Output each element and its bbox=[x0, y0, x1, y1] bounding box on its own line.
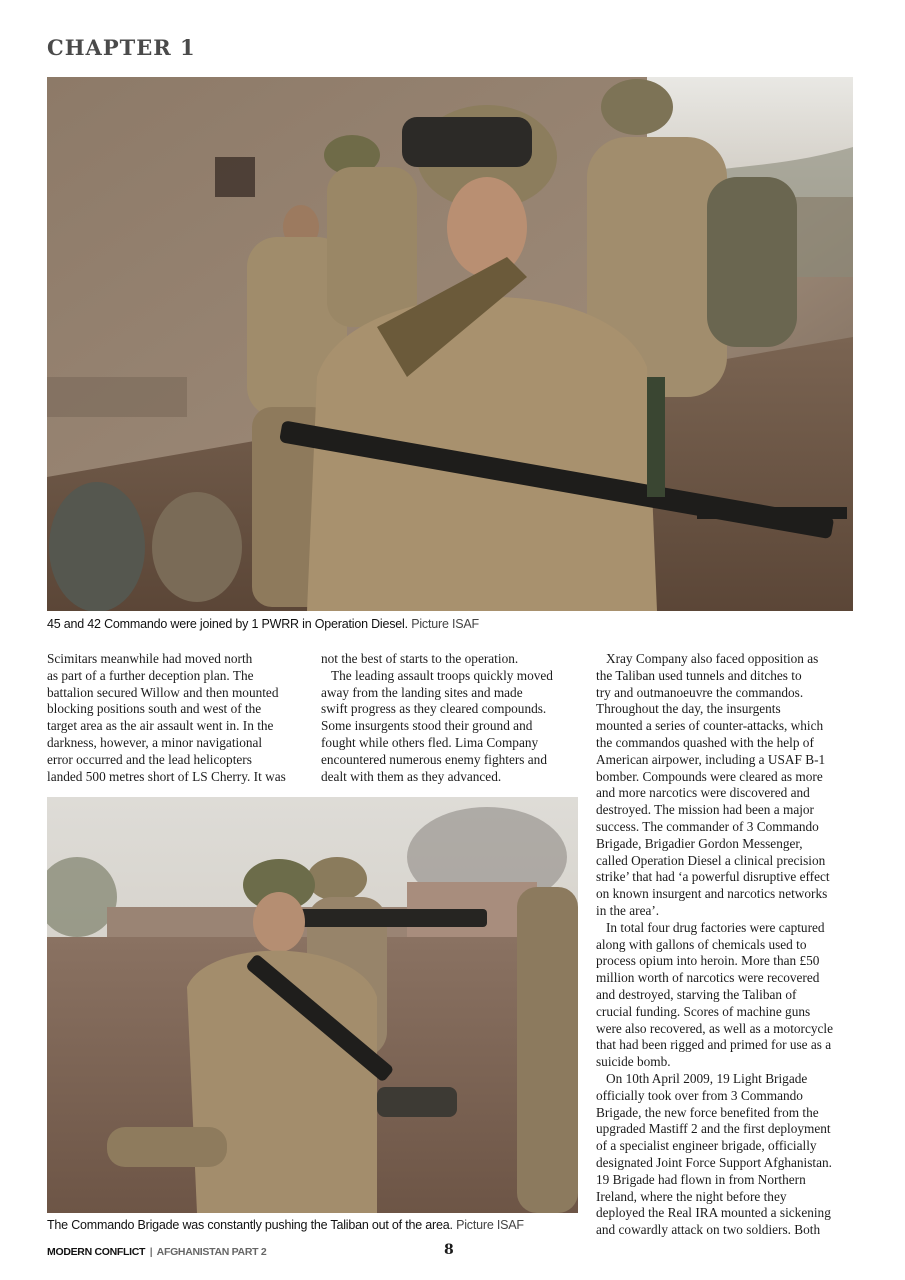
text-line: battalion secured Willow and then mounted bbox=[47, 684, 279, 700]
text-line: darkness, however, a minor navigational bbox=[47, 734, 263, 750]
text-line: and more narcotics were discovered and bbox=[596, 785, 810, 801]
text-line: called Operation Diesel a clinical precision bbox=[596, 852, 826, 868]
paragraph bbox=[596, 1071, 858, 1239]
text-line: along with gallons of chemicals used to bbox=[596, 936, 807, 952]
text-line: Xray Company also faced opposition as bbox=[606, 651, 819, 666]
photo-commandos-compound bbox=[47, 77, 853, 611]
text-line: encountered numerous enemy fighters and bbox=[321, 751, 547, 767]
paragraph bbox=[321, 651, 577, 668]
issue-title: AFGHANISTAN PART 2 bbox=[156, 1246, 267, 1258]
page-number: 8 bbox=[444, 1242, 454, 1258]
paragraph bbox=[321, 668, 577, 786]
text-line: not the best of starts to the operation. bbox=[321, 651, 519, 666]
text-line: of a specialist engineer brigade, officially bbox=[596, 1138, 817, 1154]
text-line: Scimitars meanwhile had moved north bbox=[47, 651, 253, 666]
text-line: dealt with them as they advanced. bbox=[321, 768, 502, 784]
text-line: million worth of narcotics were recovered bbox=[596, 970, 820, 986]
text-column-1 bbox=[47, 651, 309, 785]
text-line: fought while others fled. Lima Company bbox=[321, 734, 539, 750]
text-line: target area as the air assault went in. In the bbox=[47, 718, 274, 734]
text-column-2 bbox=[321, 651, 577, 785]
text-line: error occurred and the lead helicopters bbox=[47, 751, 252, 767]
text-line: blocking positions south and west of the bbox=[47, 701, 262, 717]
text-line: American airpower, including a USAF B-1 bbox=[596, 751, 826, 767]
text-line: Throughout the day, the insurgents bbox=[596, 701, 781, 717]
text-line: mounted a series of counter-attacks, which bbox=[596, 718, 824, 734]
text-line: Brigade, the new force benefited from the bbox=[596, 1104, 819, 1120]
text-line: on known insurgent and narcotics networks bbox=[596, 886, 828, 902]
text-line: deployed the Real IRA mounted a sickening bbox=[596, 1205, 831, 1221]
text-line: and cowardly attack on two soldiers. Both bbox=[596, 1222, 821, 1238]
text-line: were also recovered, as well as a motorcycle bbox=[596, 1020, 834, 1036]
photo-caption bbox=[47, 617, 479, 631]
text-column-3 bbox=[596, 651, 858, 1239]
photo-caption bbox=[47, 1218, 524, 1232]
paragraph bbox=[47, 651, 309, 785]
text-line: strike’ that had ‘a powerful disruptive effect bbox=[596, 869, 830, 885]
text-line: Ireland, where the night before they bbox=[596, 1188, 787, 1204]
text-line: swift progress as they cleared compounds. bbox=[321, 701, 547, 717]
text-line: and destroyed, starving the Taliban of bbox=[596, 986, 797, 1002]
text-line: that had been rigged and primed for use as a bbox=[596, 1037, 832, 1053]
text-line: 19 Brigade had flown in from Northern bbox=[596, 1171, 806, 1187]
text-line: designated Joint Force Support Afghanistan. bbox=[596, 1154, 832, 1170]
caption-text: The Commando Brigade was constantly pushing the Taliban out of the area. bbox=[47, 1218, 453, 1232]
text-line: The leading assault troops quickly moved bbox=[331, 667, 553, 683]
text-line: suicide bomb. bbox=[596, 1054, 671, 1070]
text-line: Some insurgents stood their ground and bbox=[321, 718, 533, 734]
text-line: officially took over from 3 Commando bbox=[596, 1087, 803, 1103]
text-line: bomber. Compounds were cleared as more bbox=[596, 768, 823, 784]
text-line: the Taliban used tunnels and ditches to bbox=[596, 667, 802, 683]
footer-separator: | bbox=[149, 1246, 153, 1258]
text-line: process opium into heroin. More than £50 bbox=[596, 953, 820, 969]
text-line: crucial funding. Scores of machine guns bbox=[596, 1003, 811, 1019]
text-line: the commandos quashed with the help of bbox=[596, 734, 814, 750]
chapter-heading: CHAPTER 1 bbox=[47, 35, 196, 60]
photo-commando-shouting bbox=[47, 797, 578, 1213]
photo-credit: Picture ISAF bbox=[456, 1218, 524, 1232]
publication-title: MODERN CONFLICT bbox=[47, 1246, 146, 1258]
photo-credit: Picture ISAF bbox=[411, 617, 479, 631]
text-line: upgraded Mastiff 2 and the first deployment bbox=[596, 1121, 831, 1137]
page-footer bbox=[47, 1246, 266, 1258]
text-line: landed 500 metres short of LS Cherry. It was bbox=[47, 768, 286, 784]
text-line: On 10th April 2009, 19 Light Brigade bbox=[606, 1070, 808, 1086]
text-line: In total four drug factories were captured bbox=[606, 919, 825, 935]
paragraph bbox=[596, 920, 858, 1071]
text-line: Brigade, Brigadier Gordon Messenger, bbox=[596, 835, 803, 851]
text-line: as part of a further deception plan. The bbox=[47, 667, 254, 683]
text-line: in the area’. bbox=[596, 902, 660, 918]
text-line: destroyed. The mission had been a major bbox=[596, 802, 814, 818]
caption-text: 45 and 42 Commando were joined by 1 PWRR in Operation Diesel. bbox=[47, 617, 408, 631]
text-line: try and outmanoeuvre the commandos. bbox=[596, 684, 804, 700]
paragraph bbox=[596, 651, 858, 920]
text-line: success. The commander of 3 Commando bbox=[596, 818, 819, 834]
text-line: away from the landing sites and made bbox=[321, 684, 523, 700]
